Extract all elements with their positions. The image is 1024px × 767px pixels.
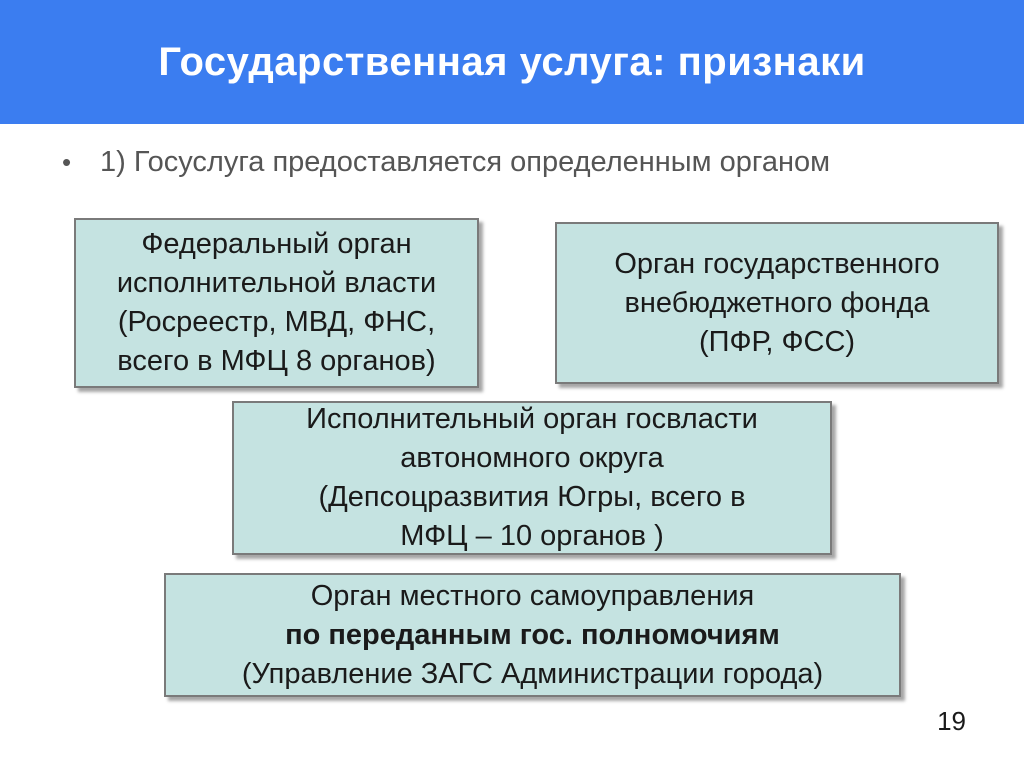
box-line-bold: по переданным гос. полномочиям — [285, 618, 780, 651]
box-line: (Росреестр, МВД, ФНС, — [117, 306, 436, 338]
box-line: (Депсоцразвития Югры, всего в — [318, 481, 746, 513]
extrabudgetary-fund-box — [555, 222, 999, 384]
box-line: внебюджетного фонда — [624, 286, 930, 319]
slide-title: Государственная услуга: признаки — [158, 39, 866, 84]
page-number: 19 — [937, 706, 966, 736]
box-line: Орган местного самоуправления — [310, 579, 755, 612]
box-line: исполнительной власти — [116, 267, 437, 299]
box-line: Федеральный орган — [141, 228, 412, 260]
federal-body-box — [74, 218, 479, 388]
regional-body-box — [232, 401, 832, 555]
box-line: (Управление ЗАГС Администрации города) — [241, 657, 824, 690]
box-line: автономного округа — [400, 442, 664, 474]
box-line: Орган государственного — [614, 247, 940, 280]
bullet-item — [62, 142, 862, 182]
title-bar — [0, 0, 1024, 124]
box-line: (ПФР, ФСС) — [698, 325, 856, 358]
box-line: всего в МФЦ 8 органов) — [117, 345, 436, 377]
local-government-box — [164, 573, 901, 697]
bullet-text: 1) Госуслуга предоставляется определенным органом — [100, 146, 831, 178]
box-line: Исполнительный орган госвласти — [306, 403, 758, 435]
box-line: МФЦ – 10 органов ) — [400, 520, 664, 552]
bullet-marker: • — [62, 147, 72, 177]
